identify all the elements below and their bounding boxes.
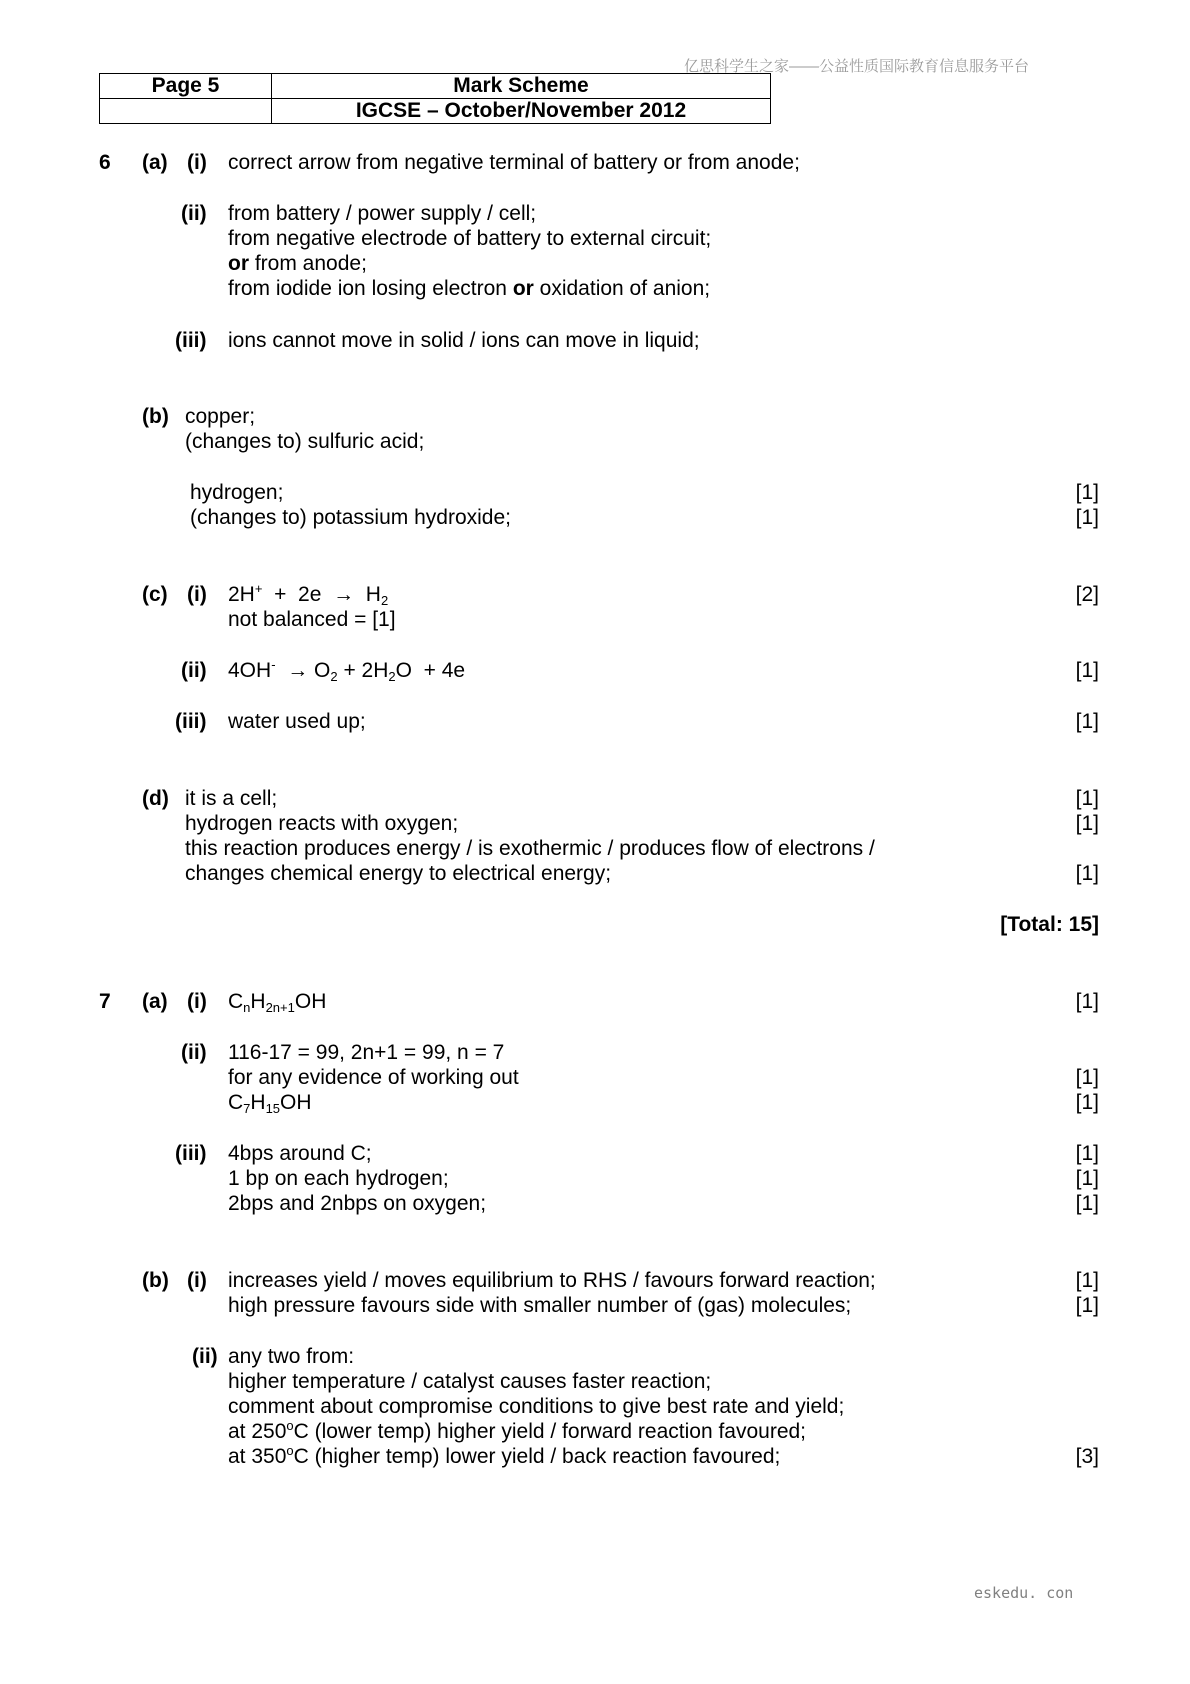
chemical-formula: $C_nH_{2n+1}OH$ [228, 990, 327, 1015]
part-label: (b) [142, 405, 169, 428]
mark: [1] [1075, 1294, 1099, 1317]
answer-text: oxidation of anion; [533, 277, 711, 300]
question-number: 7 [99, 990, 111, 1013]
chemical-formula: $C_7H_{15}OH$ [228, 1091, 312, 1116]
part-label: (b) [142, 1269, 169, 1292]
answer-text: copper; [185, 405, 256, 428]
mark: [1] [1075, 659, 1099, 682]
answer-text: this reaction produces energy / is exothermic / produces flow of electrons / [185, 837, 875, 860]
subpart-label: (iii) [175, 710, 207, 733]
chemical-equation: $2H^+ + 2e \to H_2$ [228, 581, 389, 608]
part-label: (a) [142, 990, 168, 1013]
watermark-text: 亿思科学生之家——公益性质国际教育信息服务平台 [684, 58, 1030, 75]
part-label: (d) [142, 787, 169, 810]
question-number: 6 [99, 151, 111, 174]
footer-text: eskedu. con [974, 1584, 1074, 1602]
mark: [1] [1075, 812, 1099, 835]
answer-text: at 350$^o$C (higher temp) lower yield / back reaction favoured; [228, 1443, 781, 1468]
subpart-label: (ii) [181, 202, 207, 225]
mark: [1] [1075, 1066, 1099, 1089]
answer-text: hydrogen reacts with oxygen; [185, 812, 459, 835]
answer-text: for any evidence of working out [228, 1066, 519, 1089]
total-mark: [Total: 15] [1000, 913, 1099, 936]
mark: [2] [1075, 583, 1099, 606]
mark: [3] [1075, 1445, 1099, 1468]
mark: [1] [1075, 506, 1099, 529]
part-label: (c) [142, 583, 168, 606]
answer-text: comment about compromise conditions to give best rate and yield; [228, 1395, 845, 1418]
answer-text: (changes to) potassium hydroxide; [190, 506, 511, 529]
header-title: Mark Scheme [272, 74, 771, 99]
answer-text: 2bps and 2nbps on oxygen; [228, 1192, 487, 1215]
mark: [1] [1075, 1167, 1099, 1190]
mark: [1] [1075, 1269, 1099, 1292]
answer-text: from battery / power supply / cell; [228, 202, 537, 225]
answer-text: it is a cell; [185, 787, 278, 810]
or-keyword: or [512, 277, 534, 300]
part-label: (a) [142, 151, 168, 174]
mark: [1] [1075, 481, 1099, 504]
answer-text: any two from: [228, 1345, 355, 1368]
answer-text: 1 bp on each hydrogen; [228, 1167, 449, 1190]
mark: [1] [1075, 710, 1099, 733]
answer-text: correct arrow from negative terminal of battery or from anode; [228, 151, 800, 174]
subpart-label: (ii) [181, 1041, 207, 1064]
answer-text: from iodide ion losing electron [228, 277, 513, 300]
answer-text: water used up; [228, 710, 366, 733]
answer-text: (changes to) sulfuric acid; [185, 430, 425, 453]
answer-line [228, 251, 367, 276]
answer-text: 4bps around C; [228, 1142, 372, 1165]
subpart-label: (i) [187, 990, 207, 1013]
page-label: Page 5 [100, 74, 272, 99]
mark: [1] [1075, 990, 1099, 1013]
header-table [99, 73, 771, 124]
subpart-label: (iii) [175, 1142, 207, 1165]
answer-text: higher temperature / catalyst causes faster reaction; [228, 1370, 712, 1393]
subpart-label: (ii) [192, 1345, 218, 1368]
header-empty-cell [100, 99, 272, 124]
answer-text: 116-17 = 99, 2n+1 = 99, n = 7 [228, 1041, 505, 1064]
answer-text: from anode; [249, 252, 367, 275]
answer-text: at 250$^o$C (lower temp) higher yield / forward reaction favoured; [228, 1418, 807, 1443]
chemical-equation: $4OH^- \to O_2 + 2H_2O + 4e$ [228, 657, 466, 684]
mark: [1] [1075, 1142, 1099, 1165]
answer-text: increases yield / moves equilibrium to RHS / favours forward reaction; [228, 1269, 876, 1292]
mark: [1] [1075, 862, 1099, 885]
subpart-label: (i) [187, 1269, 207, 1292]
answer-text: from negative electrode of battery to external circuit; [228, 227, 712, 250]
answer-text: high pressure favours side with smaller number of (gas) molecules; [228, 1294, 852, 1317]
answer-text: changes chemical energy to electrical energy; [185, 862, 612, 885]
answer-text: ions cannot move in solid / ions can move in liquid; [228, 329, 700, 352]
answer-line [228, 276, 710, 301]
subpart-label: (i) [187, 583, 207, 606]
arrow-icon: → [287, 659, 309, 682]
subpart-label: (ii) [181, 659, 207, 682]
or-keyword: or [228, 252, 249, 275]
arrow-icon: → [333, 583, 355, 606]
mark: [1] [1075, 1091, 1099, 1114]
header-subtitle: IGCSE – October/November 2012 [272, 99, 771, 124]
subpart-label: (i) [187, 151, 207, 174]
mark: [1] [1075, 787, 1099, 810]
mark: [1] [1075, 1192, 1099, 1215]
answer-text: not balanced = [1] [228, 608, 396, 631]
subpart-label: (iii) [175, 329, 207, 352]
answer-text: hydrogen; [190, 481, 284, 504]
